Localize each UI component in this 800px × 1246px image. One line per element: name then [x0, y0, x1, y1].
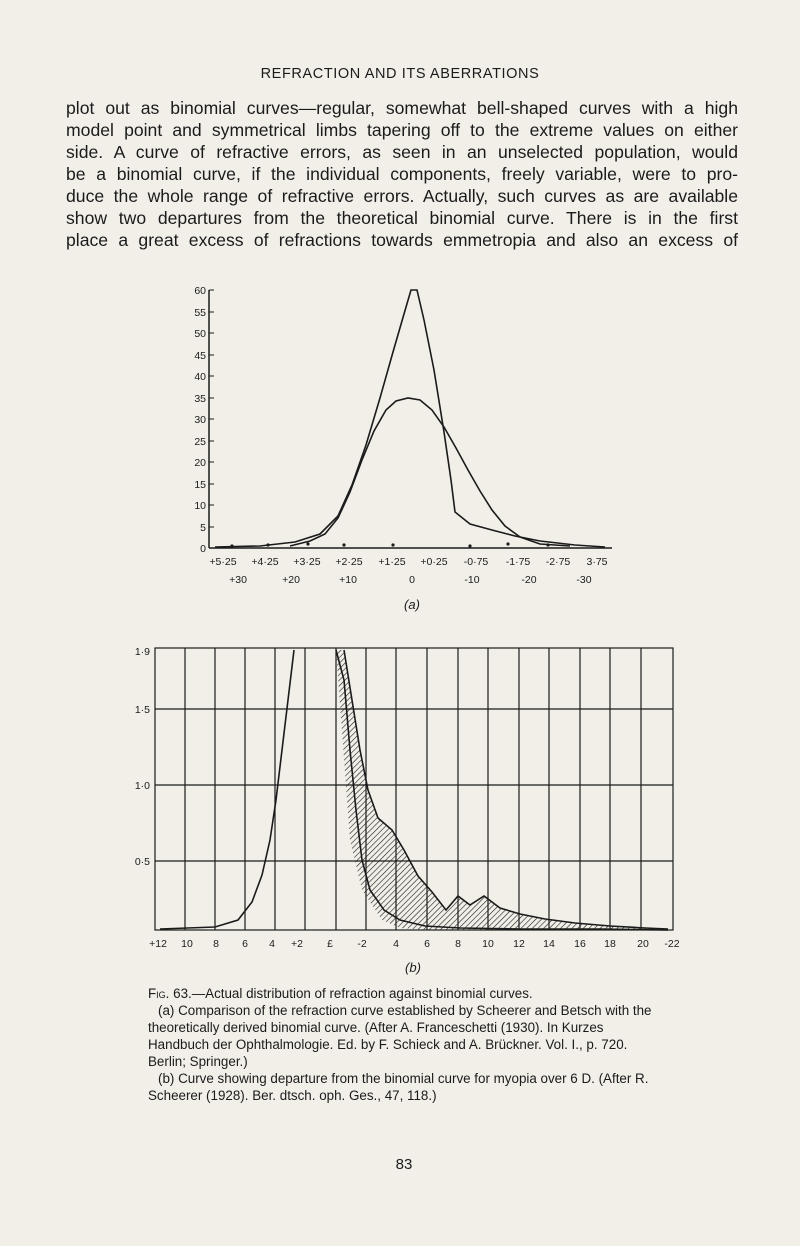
- caption-fig-label: Fig. 63.: [148, 986, 192, 1001]
- y-tick-label: 25: [194, 436, 206, 448]
- figure-a-actual-curve: [215, 290, 605, 547]
- y-tick-label: 55: [194, 307, 206, 319]
- x-tick-label: 12: [513, 938, 525, 950]
- x-tick-label: -22: [664, 938, 680, 950]
- figure-a-binomial-curve: [290, 398, 570, 546]
- x-tick-label: 6: [242, 938, 248, 950]
- figure-b-x-tick-labels: [149, 938, 680, 950]
- figure-b-hatched-region: [336, 650, 668, 930]
- caption-part-a: (a) Comparison of the refraction curve established by Scheerer and Betsch with the theoretically derived binomial curve. (After A. Franceschetti (1930). In Kurzes Handbuch der Ophthalmologie. Ed. by F. Schieck and A. Brückner. Vol. I., p. 720. Berlin; Springer.): [148, 1003, 652, 1069]
- x-tick-label: +2: [291, 938, 303, 950]
- x-tick-label: +3·25: [293, 556, 321, 568]
- figure-b-chart: [0, 640, 800, 980]
- x-tick-label: 8: [455, 938, 461, 950]
- y-tick-label: 20: [194, 457, 206, 469]
- y-tick-label: 45: [194, 350, 206, 362]
- x-tick-label: -2·75: [545, 556, 571, 568]
- x-tick-label: 4: [269, 938, 275, 950]
- x-tick-label: -30: [576, 574, 592, 586]
- y-tick-label: 1·0: [134, 780, 150, 792]
- x-tick-label: +30: [229, 574, 247, 586]
- running-header: REFRACTION AND ITS ABERRATIONS: [260, 66, 540, 82]
- y-tick-label: 1·9: [134, 646, 150, 658]
- figure-a-y-tick-labels: [194, 285, 206, 555]
- x-tick-label: 4: [393, 938, 399, 950]
- page-number: 83: [395, 1156, 413, 1173]
- caption-title: —Actual distribution of refraction against binomial curves.: [191, 986, 533, 1001]
- x-tick-label: 6: [424, 938, 430, 950]
- y-tick-label: 60: [194, 285, 206, 297]
- y-tick-label: 30: [194, 414, 206, 426]
- y-tick-label: 5: [200, 522, 206, 534]
- y-tick-label: 10: [194, 500, 206, 512]
- figure-b-panel-label: (b): [405, 960, 421, 975]
- x-tick-label: +5·25: [209, 556, 237, 568]
- x-tick-label: +4·25: [251, 556, 279, 568]
- body-line: plot out as binomial curves—regular, somewhat bell-shaped curves with a high: [66, 98, 738, 118]
- x-tick-label: -10: [464, 574, 480, 586]
- y-tick-label: 50: [194, 328, 206, 340]
- x-tick-label: 10: [181, 938, 193, 950]
- body-line: duce the whole range of refractive errors. Actually, such curves as are available: [66, 186, 738, 206]
- x-tick-label: 0: [409, 574, 415, 586]
- y-tick-label: 0·5: [134, 856, 150, 868]
- body-line: place a great excess of refractions towards emmetropia and also an excess of: [66, 230, 738, 250]
- x-tick-label: +0·25: [420, 556, 448, 568]
- x-tick-label: -1·75: [505, 556, 531, 568]
- caption-heading: [148, 985, 658, 1002]
- y-tick-label: 0: [200, 543, 206, 555]
- x-tick-label: +20: [282, 574, 300, 586]
- figure-a-panel-label: (a): [404, 597, 420, 612]
- caption-part-b: (b) Curve showing departure from the binomial curve for myopia over 6 D. (After R. Scheerer (1928). Ber. dtsch. oph. Ges., 47, 118.): [148, 1071, 649, 1103]
- y-tick-label: 35: [194, 393, 206, 405]
- x-tick-label: 14: [543, 938, 555, 950]
- x-tick-label: -20: [521, 574, 537, 586]
- body-line: be a binomial curve, if the individual components, freely variable, were to pro-: [66, 164, 738, 184]
- x-tick-label: 3·75: [586, 556, 608, 568]
- x-tick-label: +2·25: [335, 556, 363, 568]
- x-tick-label: 10: [482, 938, 494, 950]
- x-tick-label: -2: [357, 938, 367, 950]
- body-paragraph: [66, 97, 738, 251]
- y-tick-label: 40: [194, 371, 206, 383]
- figure-caption: [148, 985, 658, 1104]
- x-tick-label: 8: [213, 938, 219, 950]
- figure-b-actual-curve: [160, 650, 294, 929]
- figure-b-y-tick-labels: [135, 646, 150, 868]
- x-tick-label: 16: [574, 938, 586, 950]
- x-tick-label: 20: [637, 938, 649, 950]
- x-tick-label: +1·25: [378, 556, 406, 568]
- figure-a-chart: [0, 280, 800, 625]
- figure-a-x-tick-labels: [209, 556, 607, 586]
- body-line: side. A curve of refractive errors, as seen in an unselected population, would: [66, 142, 738, 162]
- x-tick-label: -0·75: [463, 556, 489, 568]
- body-line: model point and symmetrical limbs tapering off to the extreme values on either: [66, 120, 738, 140]
- y-tick-label: 15: [194, 479, 206, 491]
- y-tick-label: 1·5: [134, 704, 150, 716]
- x-tick-label: +10: [339, 574, 357, 586]
- x-tick-label: £: [327, 938, 333, 950]
- x-tick-label: +12: [149, 938, 167, 950]
- body-line: show two departures from the theoretical binomial curve. There is in the first: [66, 208, 738, 228]
- x-tick-label: 18: [604, 938, 616, 950]
